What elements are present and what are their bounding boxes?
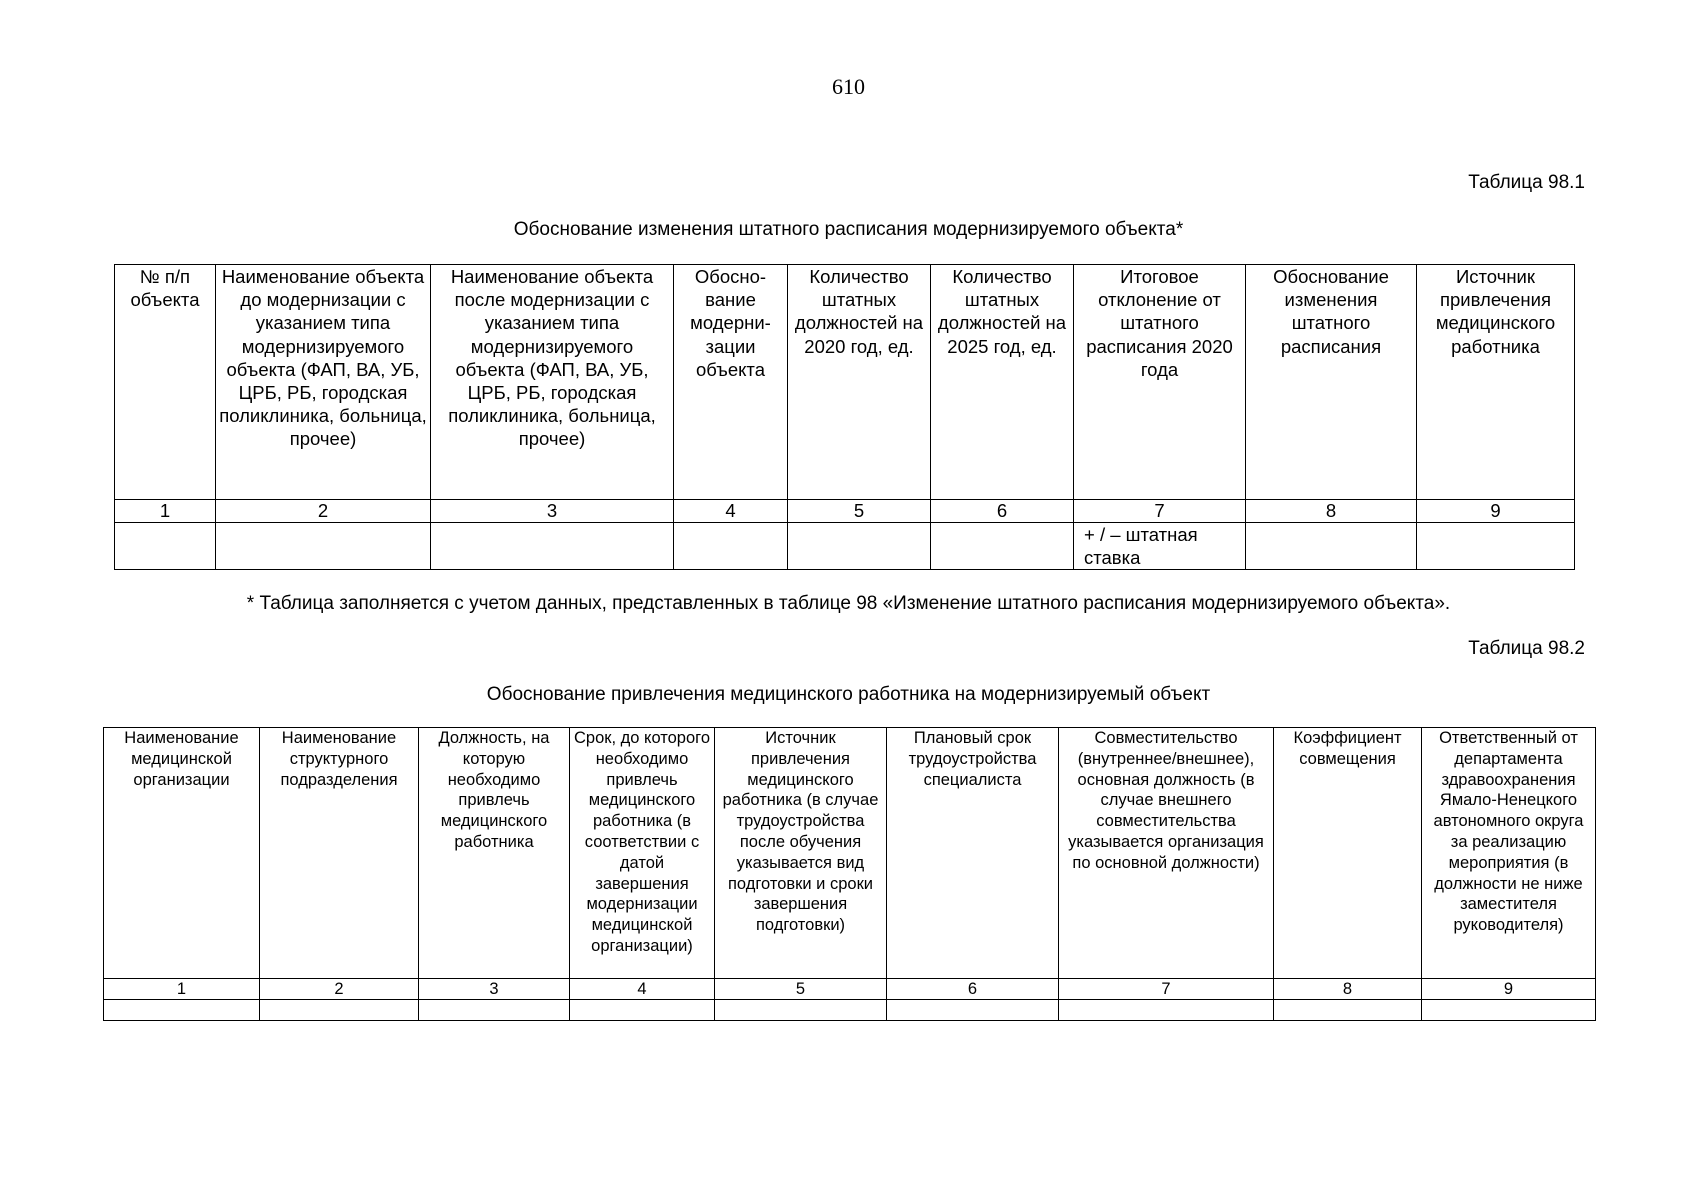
column-number-row <box>115 500 1575 523</box>
column-number: 1 <box>115 500 216 523</box>
staffing-change-table <box>114 264 1575 570</box>
header-cell: Наименование объекта после модернизации с указанием типа модернизируемого объекта (ФАП, ВА, УБ, ЦРБ, РБ, городская поликлиника, больница, прочее) <box>431 265 674 500</box>
column-number: 4 <box>570 979 715 1000</box>
column-number: 9 <box>1417 500 1575 523</box>
column-number: 1 <box>104 979 260 1000</box>
header-cell: Совместительство (внутреннее/внешнее), основная должность (в случае внешнего совместительства указывается организация по основной должности) <box>1059 728 1274 979</box>
table-2-label: Таблица 98.2 <box>1468 638 1585 659</box>
header-cell: Наименование медицинской организации <box>104 728 260 979</box>
table-header-row <box>104 728 1596 979</box>
table-header-row <box>115 265 1575 500</box>
table-cell <box>1422 1000 1596 1021</box>
table-cell <box>216 523 431 570</box>
column-number: 5 <box>715 979 887 1000</box>
header-cell: Обоснование изменения штатного расписания <box>1246 265 1417 500</box>
header-cell: Наименование структурного подразделения <box>260 728 419 979</box>
table-cell: + / – штатная ставка <box>1074 523 1246 570</box>
table-1-label: Таблица 98.1 <box>1468 172 1585 193</box>
column-number: 2 <box>260 979 419 1000</box>
header-cell: Наименование объекта до модернизации с указанием типа модернизируемого объекта (ФАП, ВА, УБ, ЦРБ, РБ, городская поликлиника, больница, прочее) <box>216 265 431 500</box>
worker-recruitment-table <box>103 727 1596 1021</box>
column-number: 9 <box>1422 979 1596 1000</box>
table-cell <box>104 1000 260 1021</box>
column-number: 3 <box>419 979 570 1000</box>
table-cell <box>419 1000 570 1021</box>
column-number: 4 <box>674 500 788 523</box>
table-cell <box>1059 1000 1274 1021</box>
header-cell: Плановый срок трудоустройства специалиста <box>887 728 1059 979</box>
table-2-title: Обоснование привлечения медицинского работника на модернизируемый объект <box>486 684 1211 705</box>
column-number: 7 <box>1074 500 1246 523</box>
table-cell <box>788 523 931 570</box>
table-cell <box>115 523 216 570</box>
page-number: 610 <box>832 74 865 99</box>
column-number: 7 <box>1059 979 1274 1000</box>
table-cell <box>715 1000 887 1021</box>
header-cell: Должность, на которую необходимо привлечь медицинского работника <box>419 728 570 979</box>
table-cell <box>570 1000 715 1021</box>
column-number: 6 <box>887 979 1059 1000</box>
header-cell: Количество штатных должностей на 2020 год, ед. <box>788 265 931 500</box>
header-cell: № п/п объекта <box>115 265 216 500</box>
header-cell: Источник привлечения медицинского работника (в случае трудоустройства после обучения указывается вид подготовки и сроки завершения подготовки) <box>715 728 887 979</box>
table-cell <box>931 523 1074 570</box>
table-row <box>104 1000 1596 1021</box>
column-number: 2 <box>216 500 431 523</box>
table-cell <box>431 523 674 570</box>
table-footnote: * Таблица заполняется с учетом данных, представленных в таблице 98 «Изменение штатного расписания модернизируемого объекта». <box>246 593 1451 614</box>
table-1-title: Обоснование изменения штатного расписания модернизируемого объекта* <box>513 219 1184 240</box>
table-cell <box>674 523 788 570</box>
table-cell <box>1274 1000 1422 1021</box>
header-cell: Срок, до которого необходимо привлечь медицинского работника (в соответствии с датой завершения модернизации медицинской организации) <box>570 728 715 979</box>
table-row <box>115 523 1575 570</box>
column-number: 6 <box>931 500 1074 523</box>
column-number: 5 <box>788 500 931 523</box>
table-cell <box>887 1000 1059 1021</box>
header-cell: Источник привлечения медицинского работника <box>1417 265 1575 500</box>
column-number: 3 <box>431 500 674 523</box>
table-cell <box>1246 523 1417 570</box>
header-cell: Итоговое отклонение от штатного расписания 2020 года <box>1074 265 1246 500</box>
header-cell: Количество штатных должностей на 2025 год, ед. <box>931 265 1074 500</box>
column-number: 8 <box>1246 500 1417 523</box>
table-cell <box>1417 523 1575 570</box>
table-cell <box>260 1000 419 1021</box>
header-cell: Ответственный от департамента здравоохранения Ямало-Ненецкого автономного округа за реализацию мероприятия (в должности не ниже заместителя руководителя) <box>1422 728 1596 979</box>
column-number-row <box>104 979 1596 1000</box>
header-cell: Коэффициент совмещения <box>1274 728 1422 979</box>
column-number: 8 <box>1274 979 1422 1000</box>
header-cell: Обосно-вание модерни-зации объекта <box>674 265 788 500</box>
